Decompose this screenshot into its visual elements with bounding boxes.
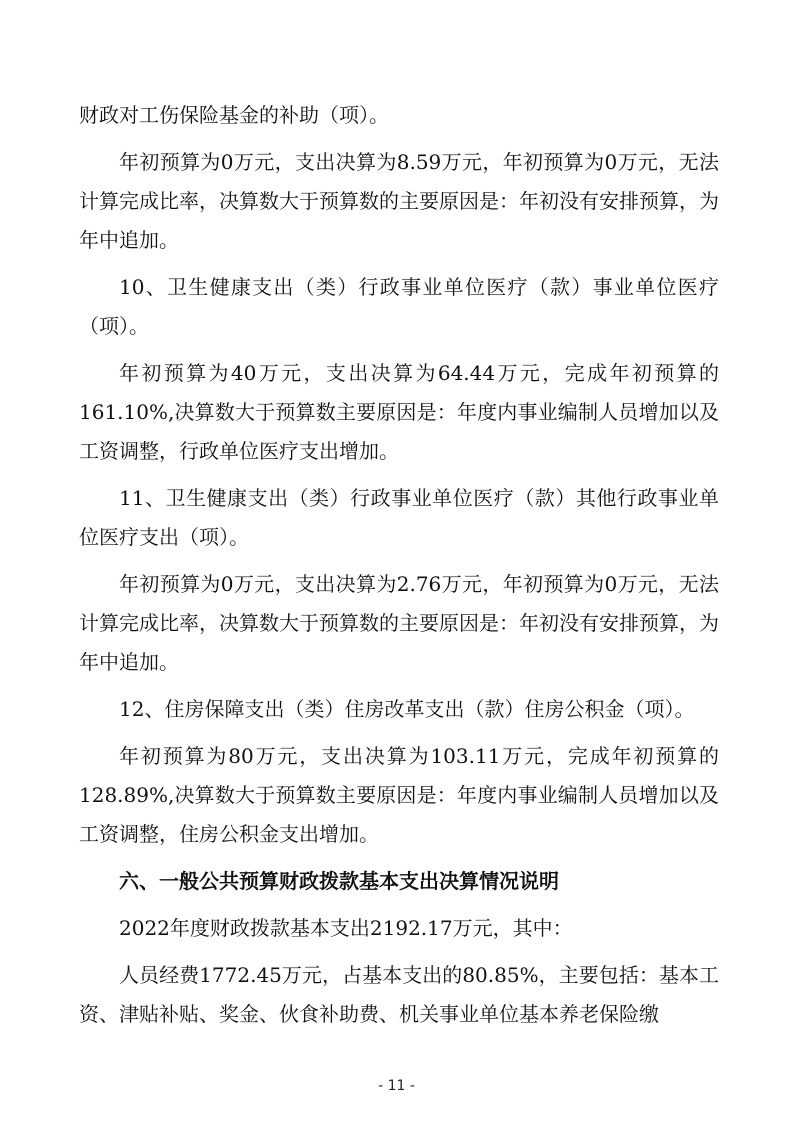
paragraph-personnel-expenses: 人员经费1772.45万元，占基本支出的80.85%，主要包括：基本工资、津贴补贴、奖金、伙食补助费、机关事业单位基本养老保险缴 [79,963,719,1026]
paragraph-budget-10: 年初预算为40万元，支出决算为64.44万元，完成年初预算的161.10%,决算数大于预算数主要原因是：年度内事业编制人员增加以及工资调整，行政单位医疗支出增加。 [79,361,719,463]
item-heading-11: 11、卫生健康支出（类）行政事业单位医疗（款）其他行政事业单位医疗支出（项）。 [79,486,719,549]
paragraph-budget-11: 年初预算为0万元，支出决算为2.76万元，年初预算为0万元，无法计算完成比率，决算数大于预算数的主要原因是：年初没有安排预算，为年中追加。 [79,572,719,674]
paragraph-budget-12: 年初预算为80万元，支出决算为103.11万元，完成年初预算的128.89%,决算数大于预算数主要原因是：年度内事业编制人员增加以及工资调整，住房公积金支出增加。 [79,744,719,846]
page-number: - 11 - [378,1078,415,1094]
section-heading-6: 六、一般公共预算财政拨款基本支出决算情况说明 [119,869,559,893]
document-body [79,96,719,1034]
item-heading-12: 12、住房保障支出（类）住房改革支出（款）住房公积金（项）。 [119,697,695,721]
paragraph-basic-expenditure: 2022年度财政拨款基本支出2192.17万元，其中： [119,916,573,940]
paragraph-continuation: 财政对工伤保险基金的补助（项）。 [79,103,389,127]
item-heading-10: 10、卫生健康支出（类）行政事业单位医疗（款）事业单位医疗（项）。 [79,275,719,338]
paragraph-budget-9: 年初预算为0万元，支出决算为8.59万元，年初预算为0万元，无法计算完成比率，决算数大于预算数的主要原因是：年初没有安排预算，为年中追加。 [79,150,719,252]
